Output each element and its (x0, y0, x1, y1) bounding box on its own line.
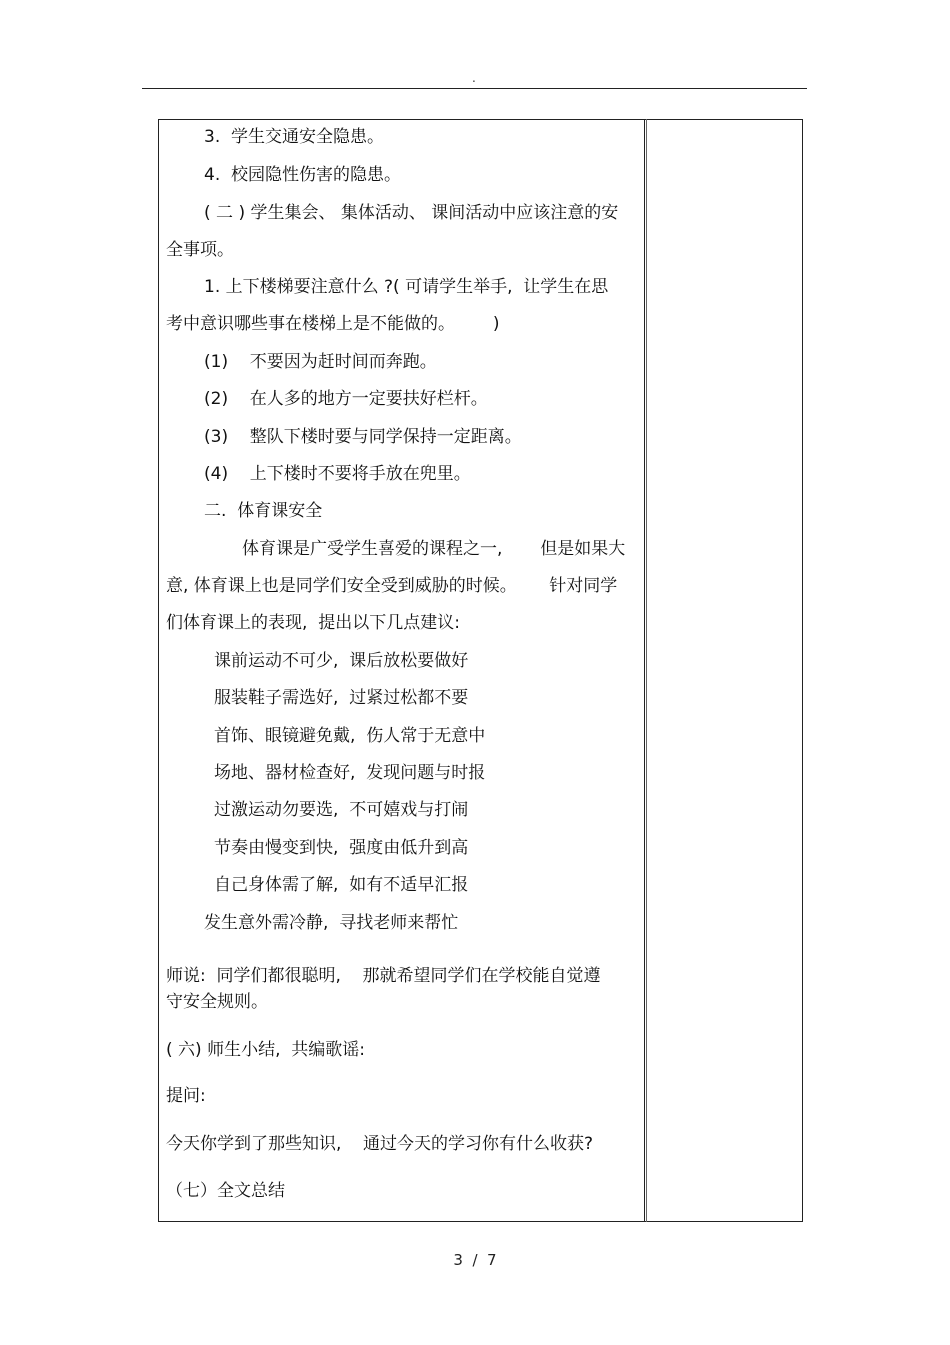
text-line: 意, 体育课上也是同学们安全受到威胁的时候。 针对同学 (166, 576, 618, 596)
table-column-divider (644, 119, 645, 1222)
rhyme-line: 场地、器材检查好, 发现问题与时报 (214, 763, 486, 783)
page-number: 3 / 7 (453, 1251, 497, 1269)
text-line: (4) 上下楼时不要将手放在兜里。 (204, 464, 471, 484)
text-line: 守安全规则。 (166, 992, 268, 1012)
text-line: 们体育课上的表现, 提出以下几点建议: (166, 613, 460, 633)
text-line: ( 二 ) 学生集会、 集体活动、 课间活动中应该注意的安 (204, 203, 619, 223)
text-line: ( 六) 师生小结, 共编歌谣: (166, 1040, 366, 1060)
text-line: 体育课是广受学生喜爱的课程之一, 但是如果大 (242, 539, 626, 559)
text-line: (2) 在人多的地方一定要扶好栏杆。 (204, 389, 488, 409)
header-rule (142, 88, 807, 89)
rhyme-line: 课前运动不可少, 课后放松要做好 (214, 651, 469, 671)
text-line: 全事项。 (166, 240, 234, 260)
header-mark: . (472, 71, 476, 85)
table-column-inner-edge (646, 119, 647, 1222)
text-line: (3) 整队下楼时要与同学保持一定距离。 (204, 427, 522, 447)
rhyme-line: 自己身体需了解, 如有不适早汇报 (214, 875, 469, 895)
text-line: (1) 不要因为赶时间而奔跑。 (204, 352, 437, 372)
section-heading: （七）全文总结 (166, 1181, 285, 1201)
rhyme-line: 首饰、眼镜避免戴, 伤人常于无意中 (214, 726, 486, 746)
text-line: 今天你学到了那些知识, 通过今天的学习你有什么收获? (166, 1134, 594, 1154)
rhyme-line: 服装鞋子需选好, 过紧过松都不要 (214, 688, 469, 708)
text-line: 3. 学生交通安全隐患。 (204, 127, 385, 147)
text-line: 4. 校园隐性伤害的隐患。 (204, 165, 402, 185)
text-line: 提问: (166, 1086, 206, 1106)
text-line: 1. 上下楼梯要注意什么 ?( 可请学生举手, 让学生在思 (204, 277, 609, 297)
text-line: 考中意识哪些事在楼梯上是不能做的。 ) (166, 314, 500, 334)
rhyme-line: 节奏由慢变到快, 强度由低升到高 (214, 838, 469, 858)
text-line: 师说: 同学们都很聪明, 那就希望同学们在学校能自觉遵 (166, 966, 601, 986)
section-heading: 二. 体育课安全 (204, 501, 323, 521)
rhyme-line: 过激运动勿要选, 不可嬉戏与打闹 (214, 800, 469, 820)
rhyme-line: 发生意外需冷静, 寻找老师来帮忙 (204, 913, 459, 933)
